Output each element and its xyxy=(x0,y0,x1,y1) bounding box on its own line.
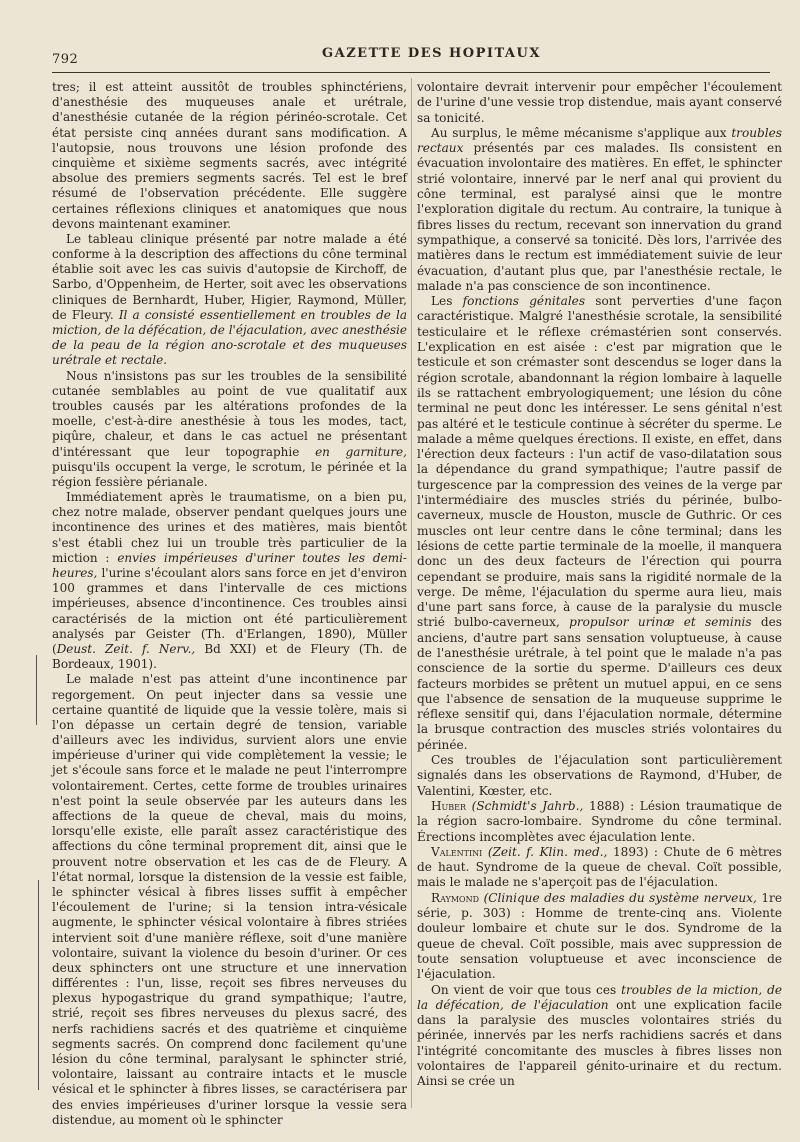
paragraph: Le malade n'est pas atteint d'une incontinence par regorgement. On peut injecter dans sa vessie une certaine quantité de liquide que la vessie tolère, mais si l'on dépasse un certain degré de tension, variable d'ailleurs avec les individus, survient alors une envie impérieuse d'uriner qui vide complètement la vessie; le jet s'écoule sans force et le malade ne peut l'interrompre volontairement. Certes, cette forme de troubles urinaires n'est point la seule observée par les auteurs dans les affections de la queue de cheval, mais du moins, lorsqu'elle existe, elle paraît assez caractéristique des affections du cône terminal proprement dit, ainsi que le prouvent notre observation et les cas de de Fleury. A l'état normal, lorsque la distension de la vessie est faible, le sphincter vésical à fibres lisses suffit à empêcher l'écoulement de l'urine; si la tension intra-vésicale augmente, le sphincter vésical volontaire à fibres striées intervient soit d'une manière réflexe, soit d'une manière volontaire, suivant la violence du besoin d'uriner. Or ces deux sphincters ont une structure et une innervation différentes : l'un, lisse, reçoit ses fibres nerveuses du plexus hypogastrique du grand sympathique; l'autre, strié, reçoit ses fibres nerveuses du plexus sacré, des nerfs rachidiens sacrés et des quatrième et cinquième segments sacrés. On comprend donc facilement qu'une lésion du cône terminal, paralysant le sphincter strié, volontaire, laissant au contraire intacts et le muscle vésical et le sphincter à fibres lisses, se caractérisera par des envies impérieuses d'uriner lorsque la vessie sera distendue, au moment où le sphincter xyxy=(52,672,407,1127)
paragraph: Nous n'insistons pas sur les troubles de la sensibilité cutanée semblables au point de vue qualitatif aux troubles causés par les altérations profondes de la moelle, c'est-à-dire anesthésie à tous les modes, tact, piqûre, chaleur, et dans le cas actuel ne présentant d'intéressant que leur topographie en garniture, puisqu'ils occupent la verge, le scrotum, le périnée et la région fessière périanale. xyxy=(52,368,407,489)
paragraph: On vient de voir que tous ces troubles de la miction, de la défécation, de l'éjaculation ont une explication facile dans la paralysie des muscles volontaires striés du périnée, innervés par les nerfs rachidiens sacrés et dans l'intégrité concomitante des muscles à fibres lisses non volontaires de l'appareil génito-urinaire et du rectum. Ainsi se crée un xyxy=(417,982,782,1089)
right-column xyxy=(417,80,782,1090)
paragraph: Le tableau clinique présenté par notre malade a été conforme à la description des affections du cône terminal établie soit avec les cas suivis d'autopsie de Kirchoff, de Sarbo, d'Oppenheim, de Herter, soit avec les observations cliniques de Bernhardt, Huber, Higier, Raymond, Müller, de Fleury. Il a consisté essentiellement en troubles de la miction, de la défécation, de l'éjaculation, avec anesthésie de la peau de la région ano-scrotale et des muqueuses urétrale et rectale. xyxy=(52,231,407,368)
paragraph: Les fonctions génitales sont perverties d'une façon caractéristique. Malgré l'anesthésie scrotale, la sensibilité testiculaire et le réflexe crémastérien sont conservés. L'explication en est aisée : c'est par migration que le testicule et son crémaster sont descendus se loger dans la région scrotale, abandonnant la région lombaire à laquelle ils se rattachent embryologiquement; une lésion du cône terminal ne peut donc les intéresser. Le sens génital n'est pas altéré et le testicule continue à sécréter du sperme. Le malade a même quelques érections. Il existe, en effet, dans l'érection deux facteurs : l'un actif de vaso-dilatation sous la dépendance du grand sympathique; l'autre passif de turgescence par la compression des veines de la verge par l'intermédiaire des muscles striés du périnée, bulbo-caverneux, muscle de Houston, muscle de Guthric. Or ces muscles ont leur centre dans le cône terminal; dans les lésions de cette partie terminale de la moelle, il manquera donc un des deux facteurs de l'érection qui pourra cependant se produire, mais sans la rigidité normale de la verge. De même, l'éjaculation du sperme aura lieu, mais d'une part sans force, à cause de la paralysie du muscle strié bulbo-caverneux, propulsor urinæ et seminis des anciens, d'autre part sans sensation voluptueuse, à cause de l'anesthésie urétrale, à tel point que le malade n'a pas conscience de la sortie du sperme. D'ailleurs ces deux facteurs morbides se prêtent un mutuel appui, en ce sens que l'absence de sensation de la muqueuse supprime le réflexe sensitif qui, dans l'éjaculation normale, détermine la brusque contraction des muscles striés volontaires du périnée. xyxy=(417,294,782,752)
journal-title: GAZETTE DES HOPITAUX xyxy=(322,46,541,61)
page-header xyxy=(52,44,770,66)
reference-entry: Valentini (Zeit. f. Klin. med., 1893) : Chute de 6 mètres de haut. Syndrome de la queue de cheval. Coït possible, mais le malade ne s'aperçoit pas de l'éjaculation. xyxy=(417,844,782,890)
reference-entry: Raymond (Clinique des maladies du système nerveux, 1re série, p. 303) : Homme de trente-cinq ans. Violente douleur lombaire et chute sur le dos. Syndrome de la queue de cheval. Coït possible, mais avec suppression de toute sensation voluptueuse et avec inconscience de l'éjaculation. xyxy=(417,890,782,982)
paragraph: volontaire devrait intervenir pour empêcher l'écoulement de l'urine d'une vessie trop distendue, mais ayant conservé sa tonicité. xyxy=(417,80,782,125)
margin-pencil-mark xyxy=(36,655,37,725)
header-rule xyxy=(52,72,770,73)
reference-entry: Huber (Schmidt's Jahrb., 1888) : Lésion traumatique de la région sacro-lombaire. Syndrome du cône terminal. Érections incomplètes avec éjaculation lente. xyxy=(417,798,782,844)
column-divider xyxy=(411,78,412,1108)
paragraph: Immédiatement après le traumatisme, on a bien pu, chez notre malade, observer pendant quelques jours une incontinence des urines et des matières, mais bientôt s'est établi chez lui un trouble très particulier de la miction : envies impérieuses d'uriner toutes les demi-heures, l'urine s'écoulant alors sans force en jet d'environ 100 grammes et dans l'intervalle de ces mictions impérieuses, absence d'incontinence. Ces troubles ainsi caractérisés de la miction ont été particulièrement analysés par Geister (Th. d'Erlangen, 1890), Müller (Deust. Zeit. f. Nerv., Bd XXI) et de Fleury (Th. de Bordeaux, 1901). xyxy=(52,490,407,672)
paragraph: Au surplus, le même mécanisme s'applique aux troubles rectaux présentés par ces malades. Ils consistent en évacuation involontaire des matières. En effet, le sphincter strié volontaire, innervé par le nerf anal qui provient du cône terminal, est paralysé ainsi que le montre l'exploration digitale du rectum. Au contraire, la tunique à fibres lisses du rectum, recevant son innervation du grand sympathique, a conservé sa tonicité. Dès lors, l'arrivée des matières dans le rectum est immédiatement suivie de leur évacuation, d'autant plus que, par l'anesthésie rectale, le malade n'a pas conscience de son incontinence. xyxy=(417,125,782,293)
page-number: 792 xyxy=(52,52,79,67)
left-column xyxy=(52,80,407,1128)
paragraph: Ces troubles de l'éjaculation sont particulièrement signalés dans les observations de Raymond, d'Huber, de Valentini, Kœster, etc. xyxy=(417,753,782,798)
margin-pencil-mark xyxy=(38,880,39,1090)
paragraph: tres; il est atteint aussitôt de troubles sphinctériens, d'anesthésie des muqueuses anale et urétrale, d'anesthésie cutanée de la région périnéo-scrotale. Cet état persiste cinq années durant sans modification. A l'autopsie, nous trouvons une lésion profonde des cinquième et sixième segments sacrés, avec intégrité absolue des premiers segments sacrés. Tel est le bref résumé de l'observation précédente. Elle suggère certaines réflexions cliniques et anatomiques que nous devons maintenant examiner. xyxy=(52,80,407,231)
